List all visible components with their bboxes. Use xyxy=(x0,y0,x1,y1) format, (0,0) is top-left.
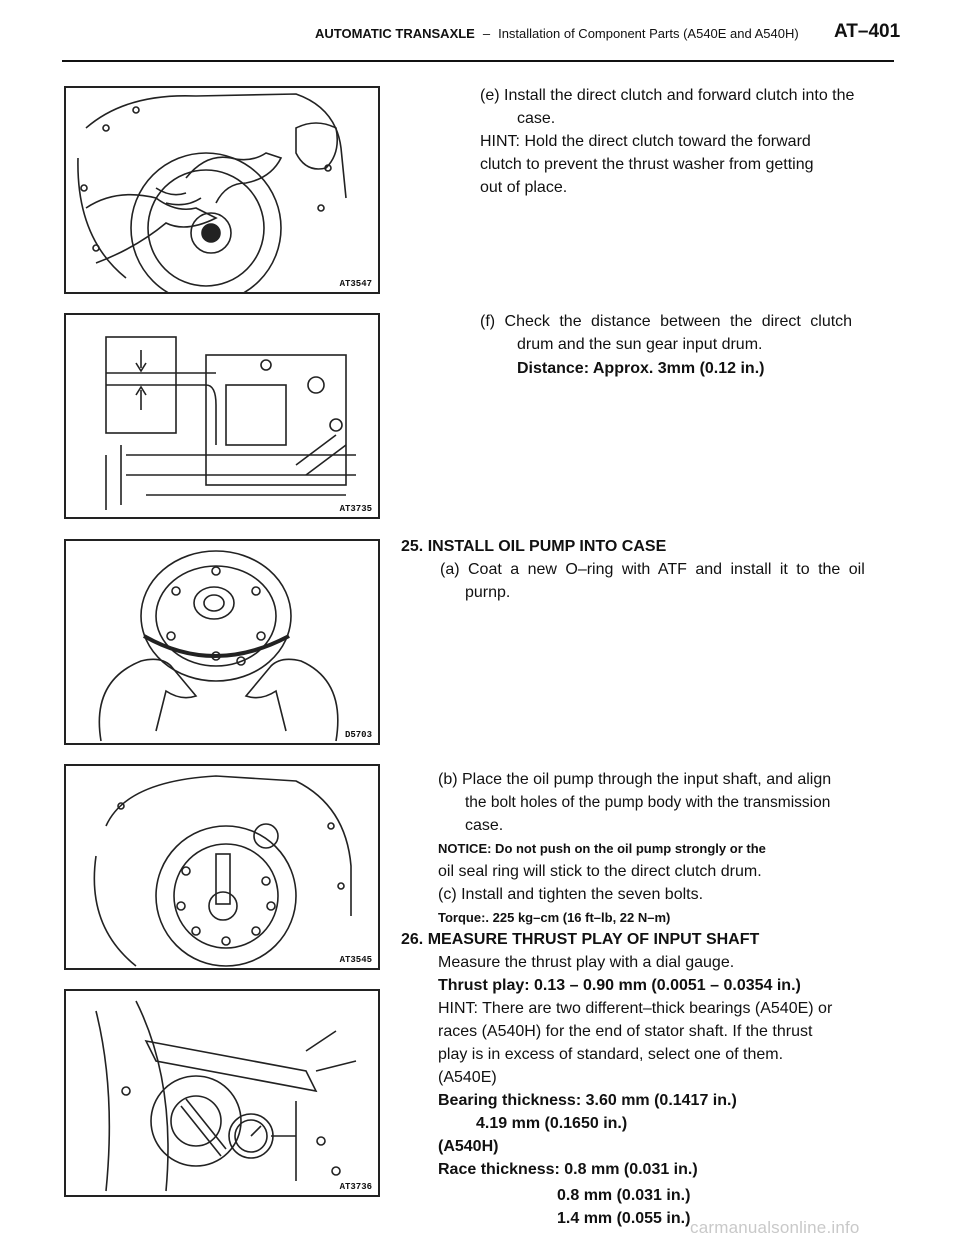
header-rule xyxy=(62,60,894,62)
step-c-line: (c) Install and tighten the seven bolts. xyxy=(438,886,704,903)
measure-instruction: Measure the thrust play with a dial gauge. xyxy=(438,954,735,971)
header-title: AUTOMATIC TRANSAXLE xyxy=(315,26,475,41)
step-b-line1: (b) Place the oil pump through the input shaft, and align xyxy=(438,771,832,788)
figure-label: AT3735 xyxy=(339,504,372,514)
figure-oil-pump xyxy=(64,539,380,745)
watermark: carmanualsonline.info xyxy=(690,1218,860,1237)
hint1-line2: clutch to prevent the thrust washer from getting xyxy=(480,156,814,173)
hint1-line1: HINT: Hold the direct clutch toward the forward xyxy=(480,133,811,150)
a540e-label: (A540E) xyxy=(438,1069,497,1086)
thrust-play-spec: Thrust play: 0.13 – 0.90 mm (0.0051 – 0.0354 in.) xyxy=(438,977,801,994)
bearing-thickness-spec-2: 4.19 mm (0.1650 in.) xyxy=(476,1115,628,1132)
step-a-line1: (a) Coat a new O–ring with ATF and install it to the oil xyxy=(440,561,865,578)
hint2-line1: HINT: There are two different–thick bearings (A540E) or xyxy=(438,1000,833,1017)
section-26-title: 26. MEASURE THRUST PLAY OF INPUT SHAFT xyxy=(401,931,760,948)
step-f-line2: drum and the sun gear input drum. xyxy=(517,336,763,353)
section-25-title: 25. INSTALL OIL PUMP INTO CASE xyxy=(401,538,667,555)
race-thickness-spec: Race thickness: 0.8 mm (0.031 in.) xyxy=(438,1161,698,1178)
a540h-label: (A540H) xyxy=(438,1138,499,1155)
bearing-thickness-spec: Bearing thickness: 3.60 mm (0.1417 in.) xyxy=(438,1092,737,1109)
hint2-line2: races (A540H) for the end of stator shaft. If the thrust xyxy=(438,1023,813,1040)
step-b-line2: the bolt holes of the pump body with the transmission xyxy=(465,794,831,811)
race-thickness-spec-3: 1.4 mm (0.055 in.) xyxy=(557,1210,691,1227)
hands-installing-clutch-illustration xyxy=(66,88,378,292)
notice-text: NOTICE: Do not push on the oil pump strongly or the xyxy=(438,841,766,856)
step-f-line1: (f) Check the distance between the direct clutch xyxy=(480,313,853,330)
figure-label: D5703 xyxy=(344,730,372,740)
figure-install-clutch xyxy=(64,86,380,294)
hint1-line3: out of place. xyxy=(480,179,568,196)
figure-label: AT3545 xyxy=(339,955,372,965)
notice-continued: oil seal ring will stick to the direct clutch drum. xyxy=(438,863,762,880)
figure-clutch-distance xyxy=(64,313,380,519)
oil-pump-o-ring-illustration xyxy=(66,541,378,743)
race-thickness-spec-2: 0.8 mm (0.031 in.) xyxy=(557,1187,691,1204)
pump-in-case-illustration xyxy=(66,766,378,968)
figure-dial-gauge xyxy=(64,989,380,1197)
dial-gauge-measurement-illustration xyxy=(66,991,378,1195)
step-a-line2: purnp. xyxy=(465,584,511,601)
step-e-line2: case. xyxy=(517,110,556,127)
figure-label: AT3736 xyxy=(339,1182,372,1192)
hint2-line3: play is in excess of standard, select one of them. xyxy=(438,1046,784,1063)
figure-pump-in-case xyxy=(64,764,380,970)
step-e-line1: (e) Install the direct clutch and forward clutch into the xyxy=(480,87,855,104)
header-section: Installation of Component Parts (A540E and A540H) xyxy=(498,26,799,41)
header-separator: – xyxy=(482,26,491,41)
figure-label: AT3547 xyxy=(339,279,372,289)
clutch-drum-distance-illustration xyxy=(66,315,378,517)
torque-spec: Torque:. 225 kg–cm (16 ft–lb, 22 N–m) xyxy=(438,910,671,925)
distance-spec: Distance: Approx. 3mm (0.12 in.) xyxy=(517,360,765,377)
step-b-line3: case. xyxy=(465,817,504,834)
page-number: AT–401 xyxy=(834,21,901,42)
running-header xyxy=(315,26,799,41)
